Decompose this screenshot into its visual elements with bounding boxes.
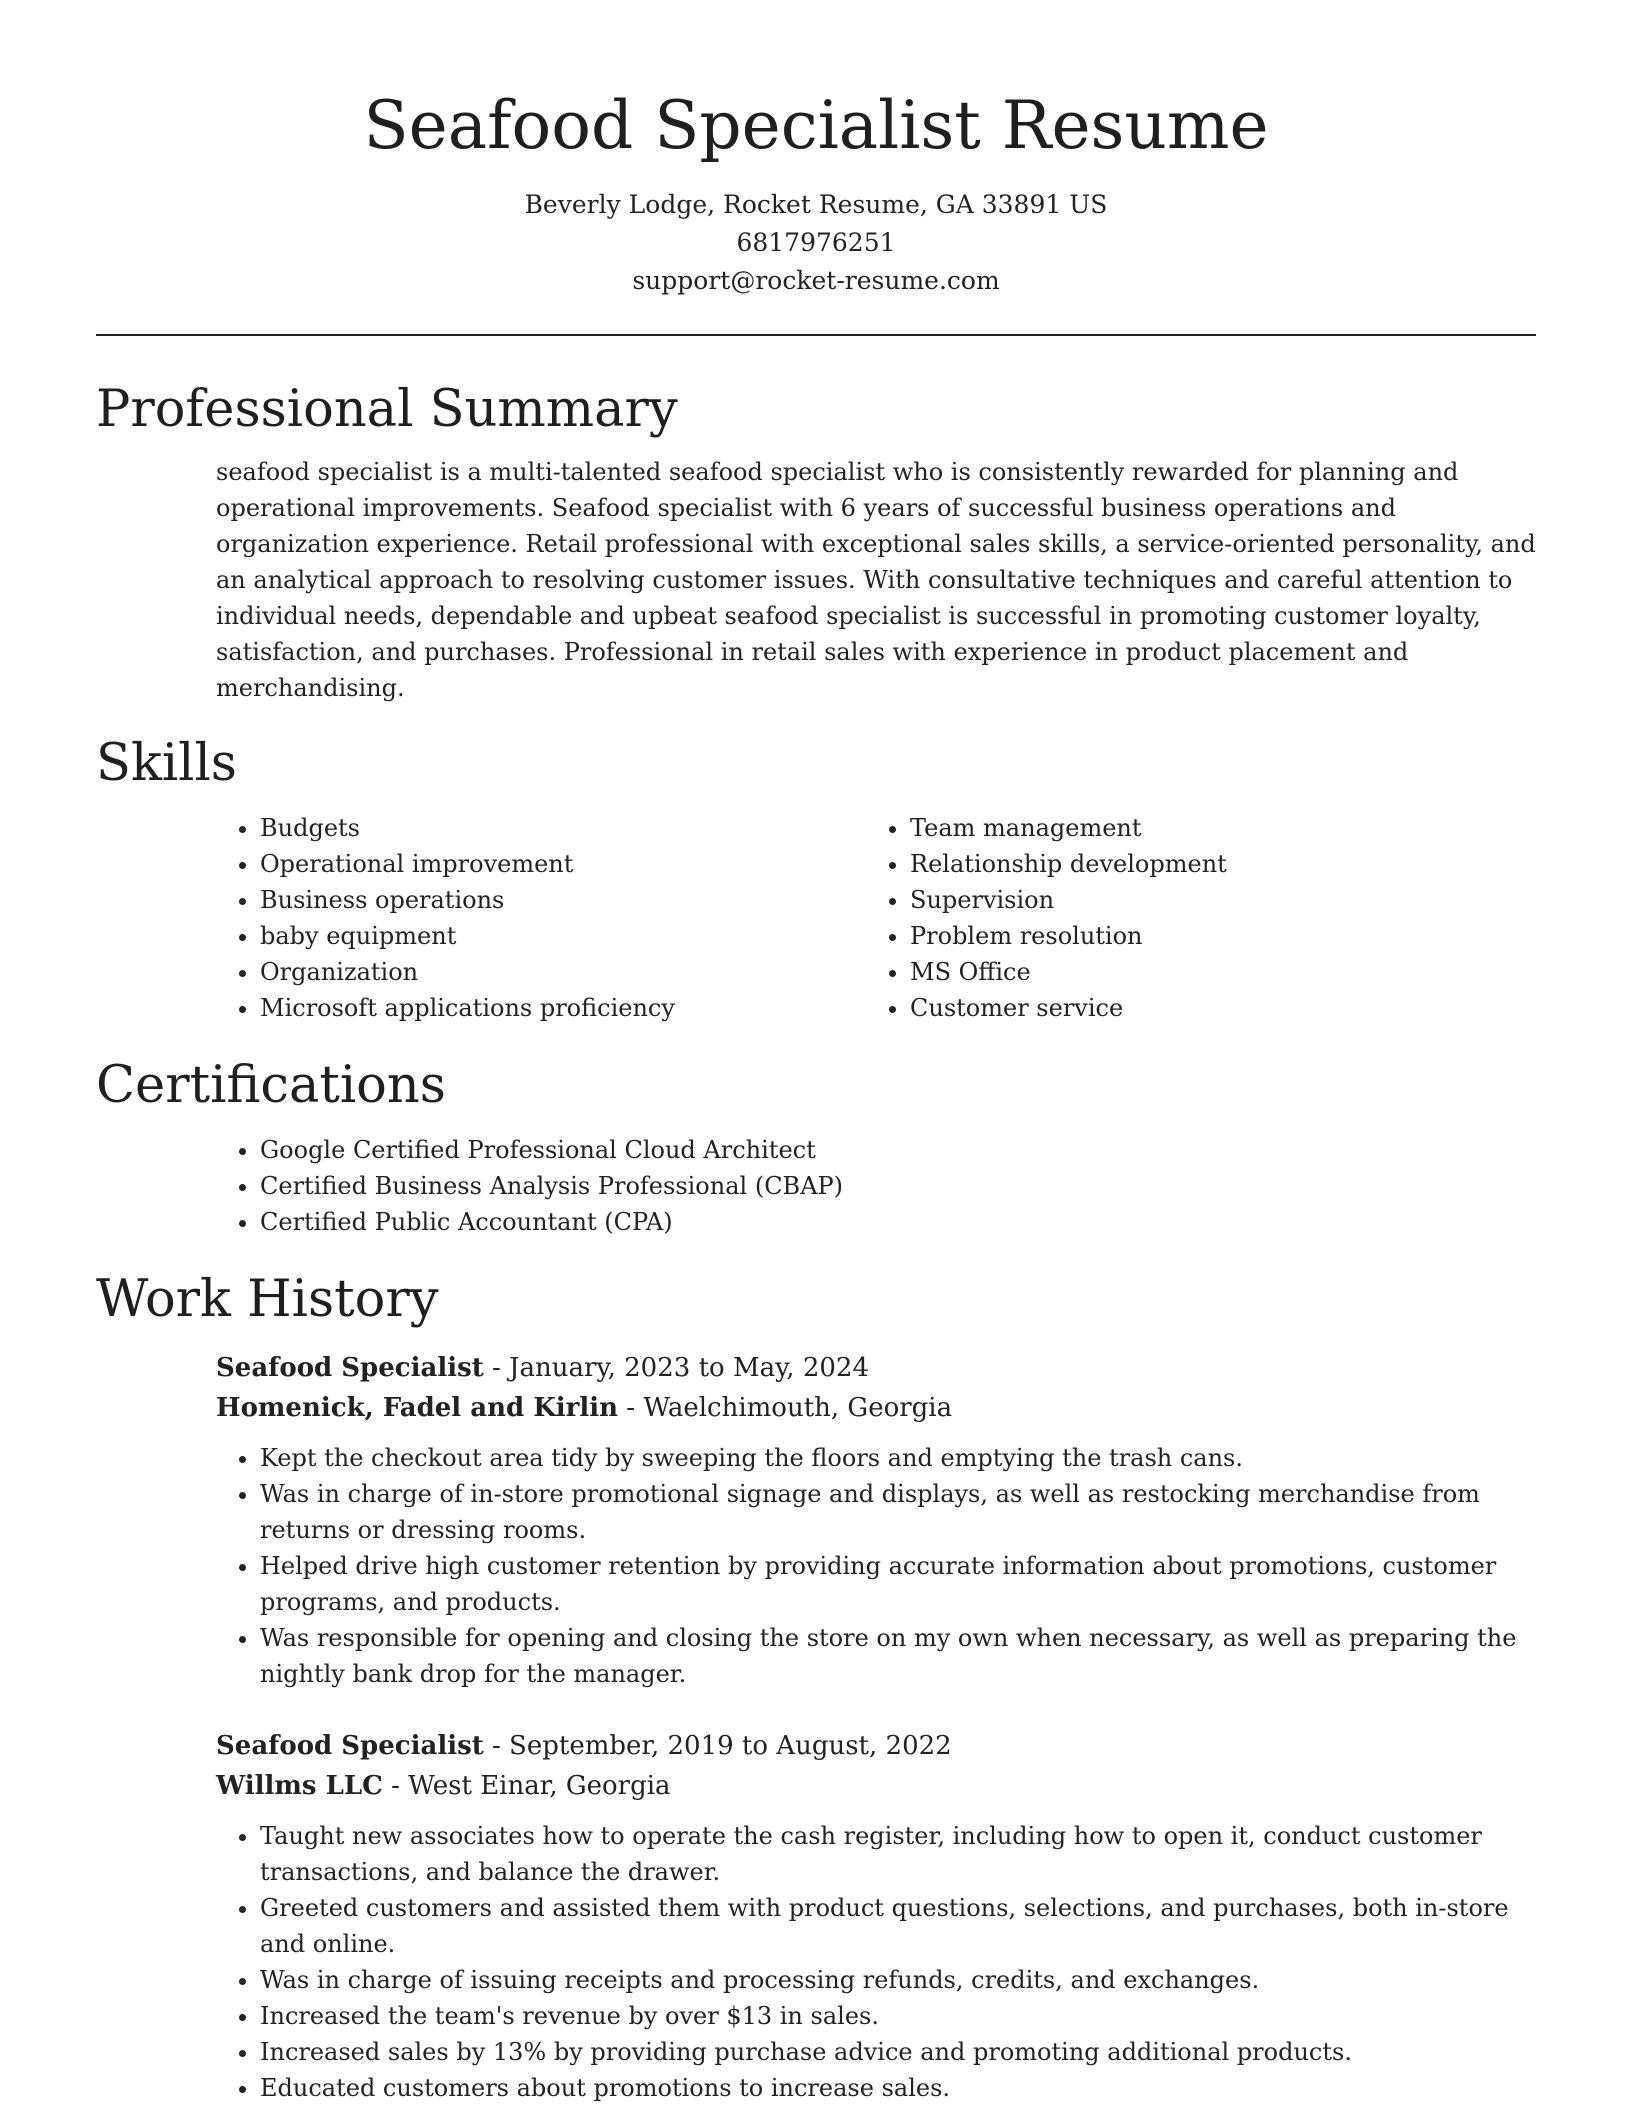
- skill-item: • Team management: [910, 810, 1516, 846]
- skill-item: • Supervision: [910, 882, 1516, 918]
- job-dates: - September, 2019 to August, 2022: [483, 1731, 952, 1761]
- skills-column-right: [866, 810, 1516, 1026]
- job-dates: - January, 2023 to May, 2024: [483, 1353, 869, 1383]
- job-role: Seafood Specialist: [216, 1731, 484, 1761]
- header-divider: [96, 334, 1536, 336]
- job-duties-list: [216, 1440, 1536, 1692]
- skill-item: • Microsoft applications proficiency: [260, 990, 866, 1026]
- skill-item: • Budgets: [260, 810, 866, 846]
- certification-item: • Certified Public Accountant (CPA): [260, 1204, 1536, 1240]
- skill-item: • Customer service: [910, 990, 1516, 1026]
- job-location: - West Einar, Georgia: [382, 1771, 671, 1801]
- skills-list: [216, 810, 1536, 1026]
- phone-text: 6817976251: [736, 228, 896, 257]
- certifications-heading: Certifications: [96, 1056, 446, 1115]
- job-company: Homenick, Fadel and Kirlin: [216, 1393, 619, 1423]
- job-duty-item: • Educated customers about promotions to increase sales.: [260, 2070, 1536, 2106]
- summary-paragraph: seafood specialist is a multi-talented seafood specialist who is consistently rewarded for planning and operational improvements. Seafood specialist with 6 years of successful business operations and organization experience. Retail professional with exceptional sales skills, a service-oriented personality, and an analytical approach to resolving customer issues. With consultative techniques and careful attention to individual needs, dependable and upbeat seafood specialist is successful in promoting customer loyalty, satisfaction, and purchases. Professional in retail sales with experience in product placement and merchandising.: [216, 458, 1536, 702]
- skill-item: • Problem resolution: [910, 918, 1516, 954]
- job-duty-item: • Increased sales by 13% by providing purchase advice and promoting additional products.: [260, 2034, 1536, 2070]
- job-duty-item: • Greeted customers and assisted them with product questions, selections, and purchases, both in-store and online.: [260, 1890, 1536, 1962]
- contact-block: [96, 186, 1536, 300]
- summary-heading: Professional Summary: [96, 380, 678, 439]
- job-title-line: [216, 1726, 1536, 1766]
- skill-item: • Business operations: [260, 882, 866, 918]
- skill-item: • Operational improvement: [260, 846, 866, 882]
- job-duty-item: • Increased the team's revenue by over $13 in sales.: [260, 1998, 1536, 2034]
- resume-title: Seafood Specialist Resume: [363, 87, 1269, 164]
- skills-column-left: [216, 810, 866, 1026]
- certification-item: • Certified Business Analysis Professional (CBAP): [260, 1168, 1536, 1204]
- job-title-line: [216, 1348, 1536, 1388]
- certifications-list: [216, 1132, 1536, 1240]
- resume-header: [96, 0, 1536, 300]
- job-duty-item: • Was in charge of in-store promotional signage and displays, as well as restocking merchandise from returns or dressing rooms.: [260, 1476, 1536, 1548]
- skill-item: • Organization: [260, 954, 866, 990]
- job-company-line: [216, 1766, 1536, 1806]
- job-duties-list: [216, 1818, 1536, 2106]
- job-duty-item: • Was responsible for opening and closing the store on my own when necessary, as well as preparing the nightly bank drop for the manager.: [260, 1620, 1536, 1692]
- skill-item: • baby equipment: [260, 918, 866, 954]
- job-company: Willms LLC: [216, 1771, 383, 1801]
- job-duty-item: • Kept the checkout area tidy by sweeping the floors and emptying the trash cans.: [260, 1440, 1536, 1476]
- certification-item: • Google Certified Professional Cloud Architect: [260, 1132, 1536, 1168]
- job-location: - Waelchimouth, Georgia: [618, 1393, 953, 1423]
- job-company-line: [216, 1388, 1536, 1428]
- skills-heading: Skills: [96, 734, 237, 793]
- job-entry: [216, 1348, 1536, 1692]
- job-entry: [216, 1726, 1536, 2106]
- email-text: support@rocket-resume.com: [632, 266, 1000, 295]
- job-duty-item: • Helped drive high customer retention by providing accurate information about promotions, customer programs, and products.: [260, 1548, 1536, 1620]
- skill-item: • Relationship development: [910, 846, 1516, 882]
- skill-item: • MS Office: [910, 954, 1516, 990]
- work-history-heading: Work History: [96, 1270, 439, 1329]
- job-role: Seafood Specialist: [216, 1353, 484, 1383]
- job-duty-item: • Was in charge of issuing receipts and processing refunds, credits, and exchanges.: [260, 1962, 1536, 1998]
- job-duty-item: • Taught new associates how to operate the cash register, including how to open it, conduct customer transactions, and balance the drawer.: [260, 1818, 1536, 1890]
- address-text: Beverly Lodge, Rocket Resume, GA 33891 US: [524, 190, 1108, 219]
